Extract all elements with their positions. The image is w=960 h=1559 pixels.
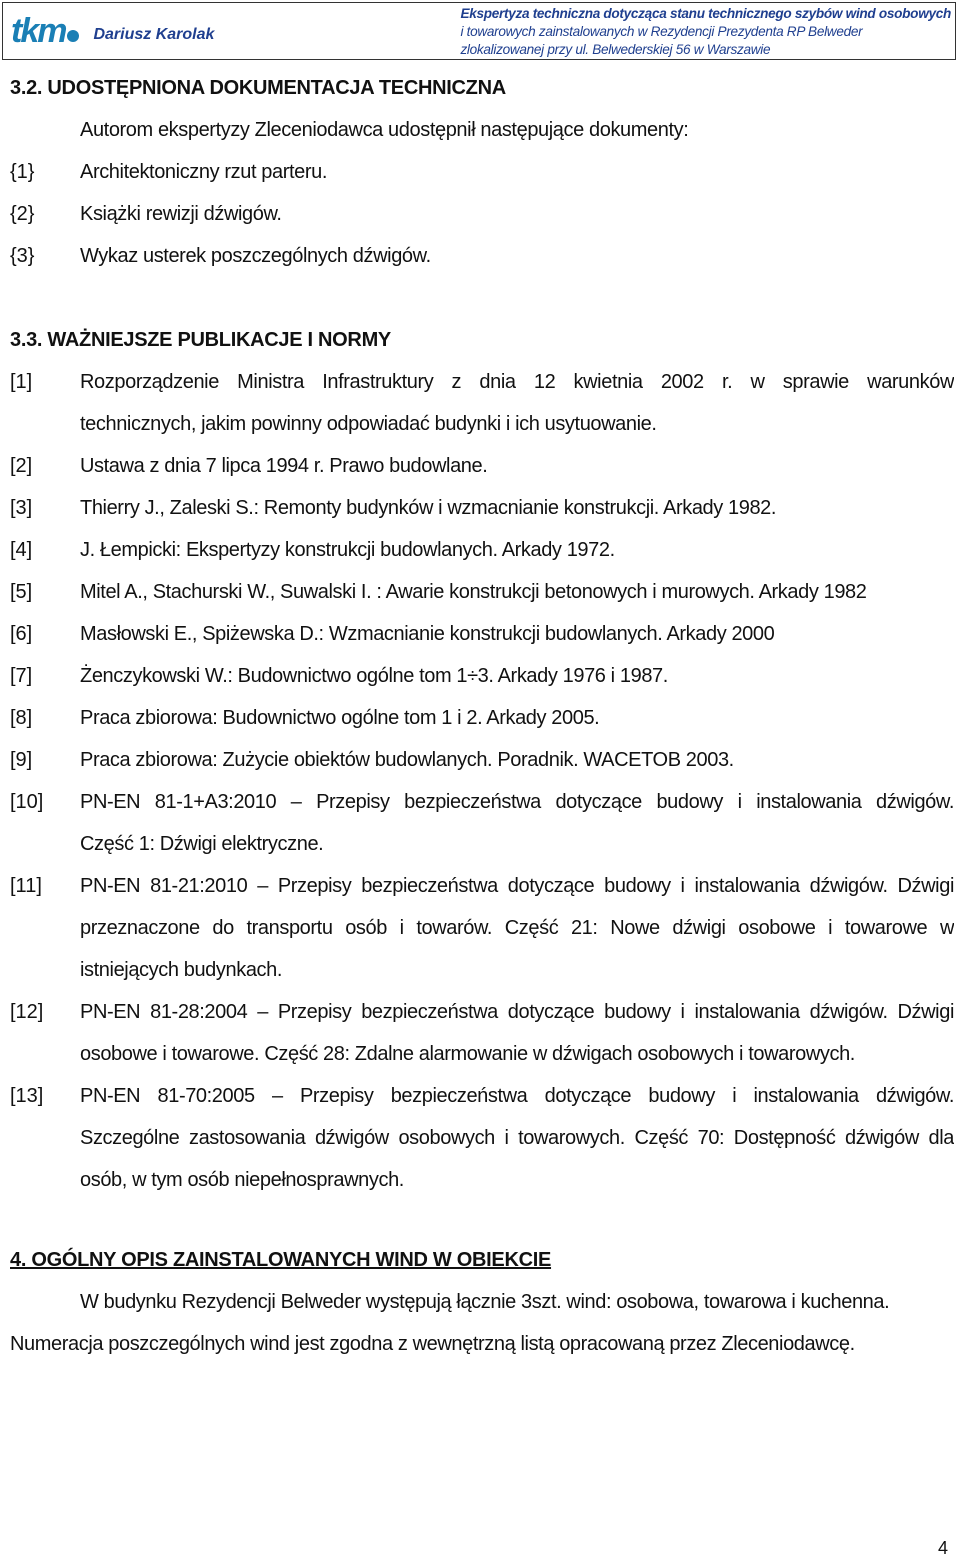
reference-text-line: J. Łempicki: Ekspertyzy konstrukcji budowlanych. Arkady 1972. [80,539,615,561]
section-4-paragraph-2: Numeracja poszczególnych wind jest zgodna z wewnętrzną listą opracowaną przez Zleceniodawcę. [10,1333,855,1355]
section-4-paragraph-1: W budynku Rezydencji Belweder występują łącznie 3szt. wind: osobowa, towarowa i kuchenna. [80,1291,890,1313]
reference-text-line: Rozporządzenie Ministra Infrastruktury z dnia 12 kwietnia 2002 r. w sprawie warunków [80,371,954,393]
reference-text-line: PN-EN 81-21:2010 – Przepisy bezpieczeństwa dotyczące budowy i instalowania dźwigów. Dźwigi [80,875,954,897]
page-header [2,2,956,60]
reference-number: [5] [10,581,33,603]
doc-item-text: Wykaz usterek poszczególnych dźwigów. [80,245,431,267]
reference-text-line: Masłowski E., Spiżewska D.: Wzmacnianie konstrukcji budowlanych. Arkady 2000 [80,623,775,645]
section-4-heading [10,1248,551,1272]
author-name: Dariusz Karolak [93,26,215,43]
company-logo [11,14,79,48]
section-3-2-heading: 3.2. UDOSTĘPNIONA DOKUMENTACJA TECHNICZNA [10,77,506,99]
reference-text-line: PN-EN 81-70:2005 – Przepisy bezpieczeństwa dotyczące budowy i instalowania dźwigów. [80,1085,954,1107]
section-3-3-heading: 3.3. WAŻNIEJSZE PUBLIKACJE I NORMY [10,329,391,351]
reference-number: [4] [10,539,33,561]
reference-text-line: Mitel A., Stachurski W., Suwalski I. : Awarie konstrukcji betonowych i murowych. Arkady 1982 [80,581,867,603]
doc-item-number: {1} [10,161,35,183]
header-brand [3,3,456,59]
doc-item-number: {3} [10,245,35,267]
reference-text-line: PN-EN 81-28:2004 – Przepisy bezpieczeństwa dotyczące budowy i instalowania dźwigów. Dźwigi [80,1001,954,1023]
reference-number: [11] [10,875,42,897]
reference-number: [2] [10,455,33,477]
reference-number: [13] [10,1085,44,1107]
reference-text-line: Praca zbiorowa: Zużycie obiektów budowlanych. Poradnik. WACETOB 2003. [80,749,734,771]
reference-text-line: Część 1: Dźwigi elektryczne. [80,833,324,855]
doc-item-number: {2} [10,203,35,225]
reference-number: [10] [10,791,44,813]
doc-item-text: Książki rewizji dźwigów. [80,203,282,225]
reference-text-line: osób, w tym osób niepełnosprawnych. [80,1169,404,1191]
reference-number: [7] [10,665,33,687]
reference-number: [8] [10,707,33,729]
reference-number: [12] [10,1001,44,1023]
logo-dot-icon [67,30,79,42]
reference-text-line: przeznaczone do transportu osób i towarów. Część 21: Nowe dźwigi osobowe i towarowe w [80,917,954,939]
logo-text: tkm [11,12,66,50]
title-line-3: zlokalizowanej przy ul. Belwederskiej 56 w Warszawie [460,42,771,57]
section-3-2-intro: Autorom ekspertyzy Zleceniodawca udostępnił następujące dokumenty: [80,119,689,141]
reference-text-line: technicznych, jakim powinny odpowiadać budynki i ich usytuowanie. [80,413,657,435]
reference-text-line: osobowe i towarowe. Część 28: Zdalne alarmowanie w dźwigach osobowych i towarowych. [80,1043,855,1065]
doc-item-text: Architektoniczny rzut parteru. [80,161,327,183]
reference-number: [9] [10,749,33,771]
reference-number: [1] [10,371,33,393]
reference-text-line: Szczególne zastosowania dźwigów osobowych i towarowych. Część 70: Dostępność dźwigów dla [80,1127,954,1149]
page-number: 4 [937,1538,948,1558]
section-4-heading-text: 4. OGÓLNY OPIS ZAINSTALOWANYCH WIND W OBIEKCIE [10,1249,552,1271]
reference-number: [6] [10,623,33,645]
reference-text-line: istniejących budynkach. [80,959,283,981]
reference-number: [3] [10,497,33,519]
reference-text-line: Żenczykowski W.: Budownictwo ogólne tom 1÷3. Arkady 1976 i 1987. [80,665,668,687]
title-line-1: Ekspertyza techniczna dotycząca stanu technicznego szybów wind osobowych [460,6,951,21]
document-title [456,3,955,59]
reference-text-line: Thierry J., Zaleski S.: Remonty budynków i wzmacnianie konstrukcji. Arkady 1982. [80,497,777,519]
title-line-2: i towarowych zainstalowanych w Rezydencji Prezydenta RP Belweder [460,24,863,39]
reference-text-line: Praca zbiorowa: Budownictwo ogólne tom 1 i 2. Arkady 2005. [80,707,600,729]
reference-text-line: PN-EN 81-1+A3:2010 – Przepisy bezpieczeństwa dotyczące budowy i instalowania dźwigów. [80,791,954,813]
reference-text-line: Ustawa z dnia 7 lipca 1994 r. Prawo budowlane. [80,455,488,477]
